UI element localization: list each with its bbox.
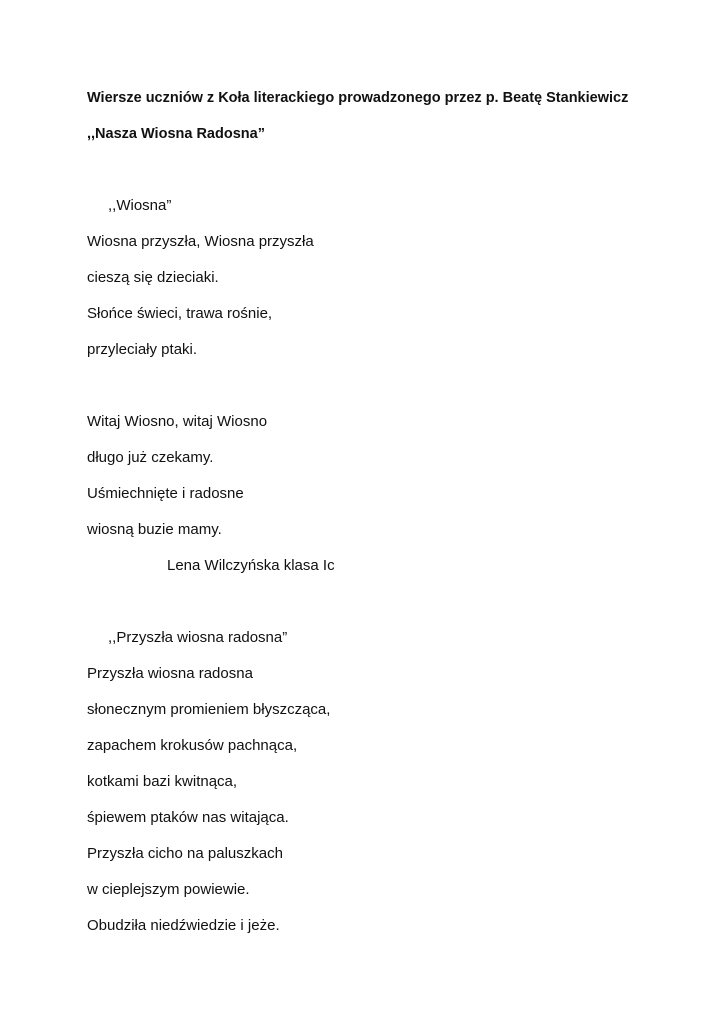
poem-line: Obudziła niedźwiedzie i jeże.	[87, 917, 280, 934]
poem-line: śpiewem ptaków nas witająca.	[87, 809, 289, 826]
poem-line: słonecznym promieniem błyszcząca,	[87, 701, 331, 718]
poem-author: Lena Wilczyńska klasa Ic	[167, 557, 335, 574]
poem-line: Przyszła cicho na paluszkach	[87, 845, 283, 862]
collection-title: ,,Nasza Wiosna Radosna”	[87, 126, 265, 142]
poem-line: w cieplejszym powiewie.	[87, 881, 250, 898]
document-heading: Wiersze uczniów z Koła literackiego prowadzonego przez p. Beatę Stankiewicz	[87, 90, 629, 106]
poem-line: Słońce świeci, trawa rośnie,	[87, 305, 273, 322]
poem-line: Witaj Wiosno, witaj Wiosno	[87, 413, 268, 430]
poem-line: Przyszła wiosna radosna	[87, 665, 253, 682]
poem-line: wiosną buzie mamy.	[87, 521, 222, 538]
poem-line: Wiosna przyszła, Wiosna przyszła	[87, 233, 314, 250]
poem-line: cieszą się dzieciaki.	[87, 269, 219, 286]
poem-title: ,,Wiosna”	[108, 197, 172, 214]
poem-line: kotkami bazi kwitnąca,	[87, 773, 238, 790]
poem-line: długo już czekamy.	[87, 449, 214, 466]
poem-title: ,,Przyszła wiosna radosna”	[108, 629, 288, 646]
poem-line: przyleciały ptaki.	[87, 341, 198, 358]
poem-line: zapachem krokusów pachnąca,	[87, 737, 298, 754]
poem-line: Uśmiechnięte i radosne	[87, 485, 244, 502]
